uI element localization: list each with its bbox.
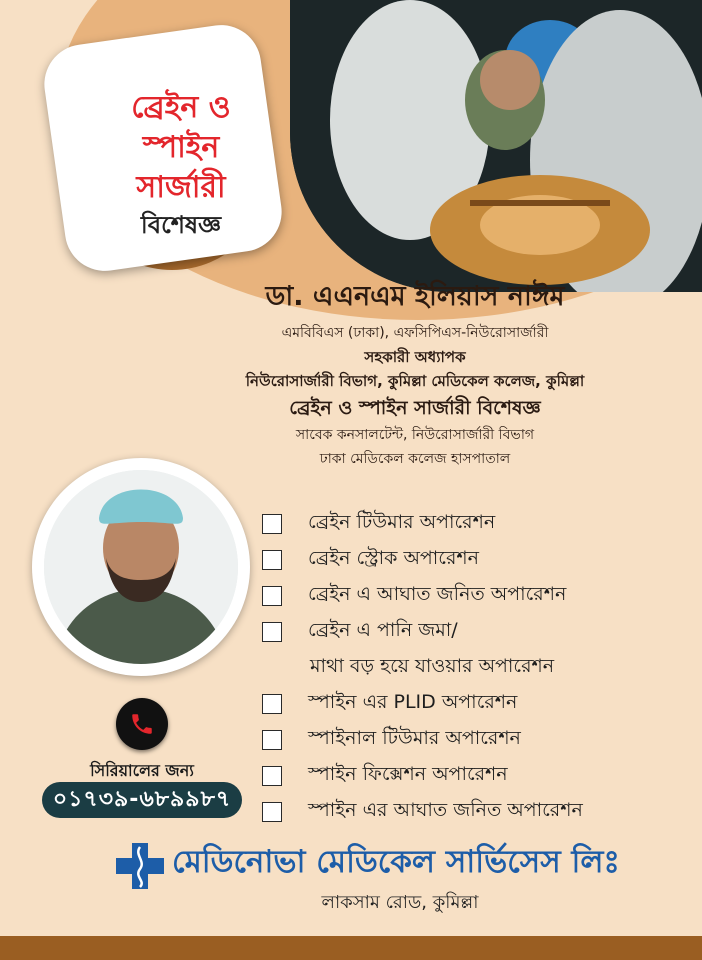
service-item (262, 614, 692, 650)
title-subline: বিশেষজ্ঞ (140, 211, 222, 239)
service-label: মাথা বড় হয়ে যাওয়ার অপারেশন (310, 655, 555, 677)
serial-label: সিরিয়ালের জন্য (90, 761, 194, 780)
doctor-department: নিউরোসার্জারী বিভাগ, কুমিল্লা মেডিকেল কলেজ, কুমিল্লা (245, 372, 585, 390)
title-line: ব্রেইন ও (131, 90, 231, 125)
service-item-continued (262, 650, 692, 686)
service-label: ব্রেইন টিউমার অপারেশন (308, 511, 496, 533)
title-line: সার্জারী (136, 170, 226, 205)
service-label: ব্রেইন স্ট্রোক অপারেশন (308, 547, 479, 569)
service-label: ব্রেইন এ পানি জমা/ (308, 619, 458, 641)
service-label: ব্রেইন এ আঘাত জনিত অপারেশন (308, 583, 567, 605)
checkbox[interactable] (262, 622, 282, 642)
doctor-former: সাবেক কনসালটেন্ট, নিউরোসার্জারী বিভাগ (295, 427, 535, 443)
doctor-position: সহকারী অধ্যাপক (364, 348, 466, 366)
title-text (96, 88, 266, 242)
doctor-name: ডা. এএনএম ইলিয়াস নাঈম (265, 281, 565, 312)
service-item (262, 542, 692, 578)
organization-address: লাকসাম রোড, কুমিল্লা (321, 892, 479, 913)
doctor-portrait (44, 470, 238, 664)
service-label: স্পাইনাল টিউমার অপারেশন (308, 727, 521, 749)
checkbox[interactable] (262, 766, 282, 786)
surgery-photo (290, 0, 702, 292)
checkbox[interactable] (262, 514, 282, 534)
phone-icon[interactable] (116, 698, 168, 750)
service-item (262, 686, 692, 722)
checkbox[interactable] (262, 586, 282, 606)
title-line: স্পাইন (142, 130, 220, 165)
service-label: স্পাইন এর PLID অপারেশন (308, 691, 518, 713)
checkbox[interactable] (262, 550, 282, 570)
checkbox[interactable] (262, 694, 282, 714)
services-list (262, 506, 692, 830)
service-item (262, 758, 692, 794)
checkbox[interactable] (262, 730, 282, 750)
service-item (262, 722, 692, 758)
service-item (262, 506, 692, 542)
doctor-hospital: ঢাকা মেডিকেল কলেজ হাসপাতাল (319, 451, 511, 467)
service-item (262, 794, 692, 830)
service-item (262, 578, 692, 614)
doctor-degrees: এমবিবিএস (ঢাকা), এফসিপিএস-নিউরোসার্জারী (281, 325, 549, 341)
organization-name: মেডিনোভা মেডিকেল সার্ভিসেস লিঃ (172, 844, 620, 880)
service-label: স্পাইন ফিক্সেশন অপারেশন (308, 763, 508, 785)
service-label: স্পাইন এর আঘাত জনিত অপারেশন (308, 799, 583, 821)
medinova-logo-icon (116, 843, 164, 889)
checkbox[interactable] (262, 802, 282, 822)
doctor-specialty: ব্রেইন ও স্পাইন সার্জারী বিশেষজ্ঞ (289, 397, 541, 419)
footer-bar (0, 936, 702, 960)
phone-number[interactable]: ০১৭৩৯-৬৮৯৯৮৭ (42, 782, 242, 818)
doctor-info (170, 272, 660, 471)
